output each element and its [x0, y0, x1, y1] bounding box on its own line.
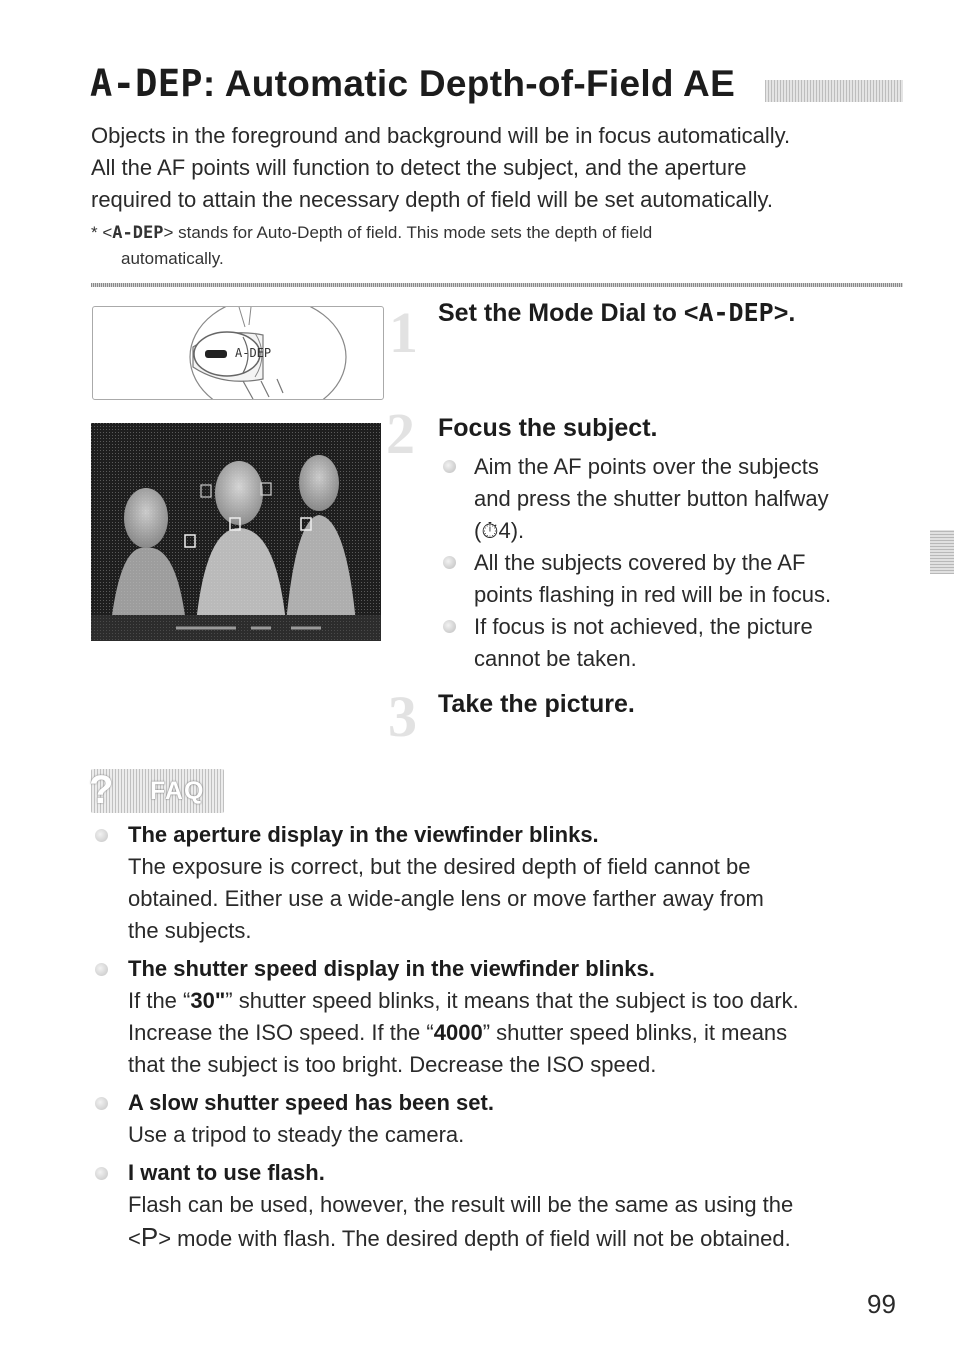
footnote-line	[91, 220, 906, 246]
bullet-line: and press the shutter button halfway	[474, 486, 829, 511]
faq-question-icon: ?	[89, 768, 114, 812]
page-title	[90, 62, 735, 105]
bullet-line: (⏱4).	[474, 518, 525, 543]
intro-line: Objects in the foreground and background will be in focus automatically.	[91, 123, 791, 148]
faq-item	[91, 1087, 906, 1151]
title-decoration-bar	[765, 80, 903, 102]
faq-question: The shutter speed display in the viewfinder blinks.	[128, 956, 655, 981]
step-2-number: 2	[386, 401, 415, 466]
step-2-title: Focus the subject.	[438, 414, 658, 442]
faq-answer-line: Flash can be used, however, the result will be the same as using the	[128, 1192, 794, 1217]
bullet-icon	[443, 556, 456, 569]
step-3-title: Take the picture.	[438, 690, 635, 718]
bullet-line: points flashing in red will be in focus.	[474, 582, 832, 607]
step-1-suffix: >.	[773, 299, 796, 327]
shutter-value: 4000	[433, 1020, 483, 1045]
bullet-icon	[443, 460, 456, 473]
footnote-prefix: * <	[91, 223, 113, 242]
bullet-icon	[95, 829, 108, 842]
step-3-number: 3	[388, 684, 417, 749]
bullet-line: cannot be taken.	[474, 646, 637, 671]
mode-dial-icon	[93, 307, 383, 399]
title-mode: A-DEP	[90, 62, 203, 105]
dial-mode-label: A-DEP	[235, 346, 272, 360]
p-mode-label: P	[140, 1222, 159, 1252]
intro-paragraph	[91, 120, 906, 216]
faq-question: A slow shutter speed has been set.	[128, 1090, 494, 1115]
faq-answer-line: The exposure is correct, but the desired depth of field cannot be	[128, 854, 751, 879]
faq-item	[91, 953, 906, 1081]
faq-answer-line: obtained. Either use a wide-angle lens or move farther away from	[128, 886, 764, 911]
step-1-prefix: Set the Mode Dial to <	[438, 299, 699, 327]
viewfinder-image	[91, 423, 381, 641]
side-index-tab	[930, 530, 954, 574]
step-1-title	[438, 298, 795, 328]
list-item	[437, 611, 907, 675]
intro-line: required to attain the necessary depth of field will be set automatically.	[91, 187, 773, 212]
faq-answer-line: Increase the ISO speed. If the “4000” shutter speed blinks, it means	[128, 1020, 788, 1045]
section-divider	[91, 283, 903, 287]
faq-list	[91, 819, 906, 1261]
faq-item	[91, 1157, 906, 1255]
faq-question: I want to use flash.	[128, 1160, 325, 1185]
list-item	[437, 547, 907, 611]
footnote-text: > stands for Auto-Depth of field. This mode sets the depth of field	[163, 223, 653, 242]
list-item	[437, 451, 907, 547]
bullet-icon	[443, 620, 456, 633]
faq-question: The aperture display in the viewfinder blinks.	[128, 822, 599, 847]
faq-label: FAQ	[150, 777, 205, 805]
footnote-mode: A-DEP	[112, 223, 164, 243]
bullet-icon	[95, 963, 108, 976]
step-1-mode: A-DEP	[698, 298, 774, 327]
page-number: 99	[867, 1289, 896, 1319]
faq-item	[91, 819, 906, 947]
mode-dial-illustration	[92, 306, 384, 400]
title-separator: :	[202, 63, 216, 104]
faq-answer-line: the subjects.	[128, 918, 252, 943]
faq-answer-line: <P> mode with flash. The desired depth of field will not be obtained.	[128, 1222, 791, 1252]
bullet-line: If focus is not achieved, the picture	[474, 614, 813, 639]
title-text: Automatic Depth-of-Field AE	[224, 63, 736, 104]
bullet-icon	[95, 1097, 108, 1110]
viewfinder-photo	[91, 423, 381, 641]
bullet-line: All the subjects covered by the AF	[474, 550, 806, 575]
footnote	[91, 220, 906, 272]
intro-line: All the AF points will function to detect the subject, and the aperture	[91, 155, 747, 180]
faq-answer-line: that the subject is too bright. Decrease the ISO speed.	[128, 1052, 657, 1077]
footnote-line: automatically.	[121, 249, 224, 268]
faq-answer-line: If the “30"” shutter speed blinks, it means that the subject is too dark.	[128, 988, 799, 1013]
step-2-bullets	[437, 451, 907, 675]
bullet-line: Aim the AF points over the subjects	[474, 454, 819, 479]
step-1-number: 1	[389, 300, 418, 365]
faq-answer-line: Use a tripod to steady the camera.	[128, 1122, 465, 1147]
bullet-icon	[95, 1167, 108, 1180]
shutter-value: 30"	[190, 988, 226, 1013]
